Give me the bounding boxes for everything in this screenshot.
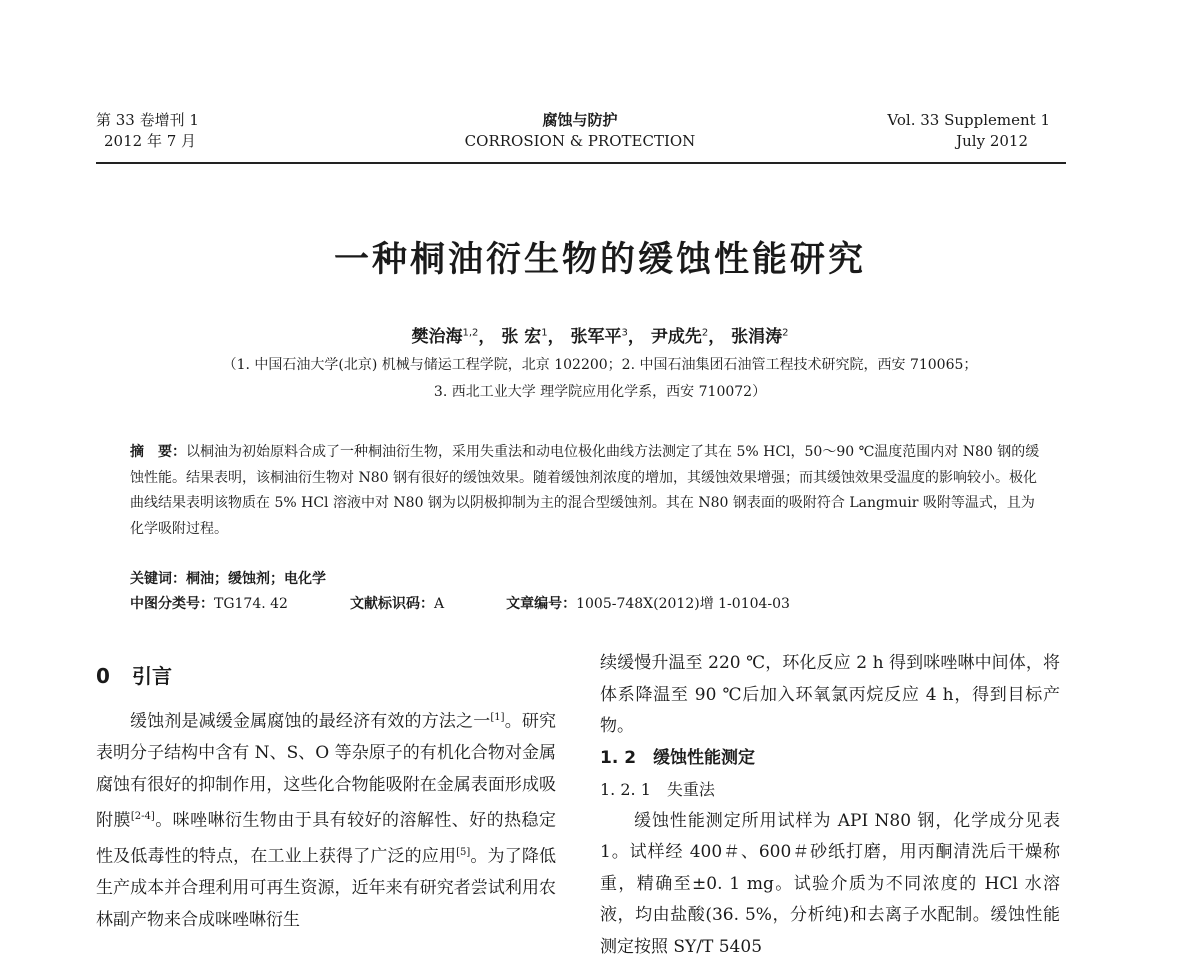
paper-title: 一种桐油衍生物的缓蚀性能研究 bbox=[0, 232, 1200, 282]
left-column bbox=[96, 660, 556, 936]
article-number-label: 文章编号： bbox=[506, 596, 576, 612]
doc-code-label: 文献标识码： bbox=[350, 596, 434, 612]
clc-label: 中图分类号： bbox=[130, 596, 214, 612]
header-journal-block bbox=[380, 110, 780, 152]
section-heading-1-2: 1. 2 缓蚀性能测定 bbox=[600, 743, 1060, 775]
doc-code-value: A bbox=[434, 596, 444, 612]
header-date: 2012 年 7 月 bbox=[96, 131, 199, 152]
citation: [5] bbox=[456, 847, 470, 858]
citation: [1] bbox=[490, 712, 504, 723]
section-number: 0 bbox=[96, 660, 132, 692]
header-date-en: July 2012 bbox=[887, 131, 1050, 152]
header-volume-block bbox=[96, 110, 199, 152]
header-volume-en: Vol. 33 Supplement 1 bbox=[887, 110, 1050, 131]
section-title: 引言 bbox=[132, 664, 172, 688]
weight-loss-paragraph: 缓蚀性能测定所用试样为 API N80 钢，化学成分见表 1。试样经 400＃、600＃砂纸打磨，用丙酮清洗后干燥称重，精确至±0. 1 mg。试验介质为不同浓度的 HCl 水溶液，均由盐酸(36. 5%，分析纯)和去离子水配制。缓蚀性能测定按照 SY/T 5405 bbox=[600, 806, 1060, 963]
author-list bbox=[0, 322, 1200, 347]
abstract-text: 以桐油为初始原料合成了一种桐油衍生物，采用失重法和动电位极化曲线方法测定了其在 5% HCl，50～90 ℃温度范围内对 N80 钢的缓蚀性能。结果表明，该桐油衍生物对 N80 钢有很好的缓蚀效果。随着缓蚀剂浓度的增加，其缓蚀效果增强；而其缓蚀效果受温度的影响较小。极化曲线结果表明该物质在 5% HCl 溶液中对 N80 钢为以阴极抑制为主的混合型缓蚀剂。其在 N80 钢表面的吸附符合 Langmuir 吸附等温式，且为化学吸附过程。 bbox=[130, 444, 1039, 537]
classification-line bbox=[130, 593, 1030, 613]
keywords-text: 桐油；缓蚀剂；电化学 bbox=[186, 571, 326, 587]
author: 尹成先$^2$， bbox=[651, 327, 725, 347]
journal-name-en: CORROSION & PROTECTION bbox=[380, 131, 780, 152]
header-volume: 第 33 卷增刊 1 bbox=[96, 110, 199, 131]
affiliation-line-1: （1. 中国石油大学(北京) 机械与储运工程学院，北京 102200；2. 中国石油集团石油管工程技术研究院，西安 710065； bbox=[0, 353, 1200, 377]
abstract bbox=[130, 440, 1040, 542]
author: 张军平$^3$， bbox=[571, 327, 645, 347]
keywords bbox=[130, 568, 326, 588]
header-rule bbox=[96, 162, 1066, 164]
article-number-value: 1005-748X(2012)增 1-0104-03 bbox=[576, 596, 790, 612]
journal-name-cn: 腐蚀与防护 bbox=[380, 110, 780, 131]
citation: [2-4] bbox=[131, 811, 155, 822]
author: 张 宏$^1$， bbox=[501, 327, 564, 347]
author: 樊治海$^{1,2}$， bbox=[411, 327, 495, 347]
abstract-label: 摘 要： bbox=[130, 444, 186, 460]
keywords-label: 关键词： bbox=[130, 571, 186, 587]
clc-value: TG174. 42 bbox=[214, 596, 288, 612]
intro-paragraph: 缓蚀剂是减缓金属腐蚀的最经济有效的方法之一[1]。研究表明分子结构中含有 N、S、O 等杂原子的有机化合物对金属腐蚀有很好的抑制作用，这些化合物能吸附在金属表面形成吸附膜[2-4]。咪唑啉衍生物由于具有较好的溶解性、好的热稳定性及低毒性的特点，在工业上获得了广泛的应用[5]。为了降低生产成本并合理利用可再生资源，近年来有研究者尝试利用农林副产物来合成咪唑啉衍生 bbox=[96, 702, 556, 936]
affiliation-line-2: 3. 西北工业大学 理学院应用化学系，西安 710072） bbox=[0, 380, 1200, 404]
synthesis-paragraph-continued: 续缓慢升温至 220 ℃，环化反应 2 h 得到咪唑啉中间体，将体系降温至 90 ℃后加入环氧氯丙烷反应 4 h，得到目标产物。 bbox=[600, 648, 1060, 743]
right-column bbox=[600, 648, 1060, 963]
section-heading-intro bbox=[96, 660, 556, 692]
section-heading-1-2-1: 1. 2. 1 失重法 bbox=[600, 774, 1060, 806]
author: 张涓涛$^2$ bbox=[731, 327, 788, 347]
header-volume-en-block bbox=[887, 110, 1050, 152]
